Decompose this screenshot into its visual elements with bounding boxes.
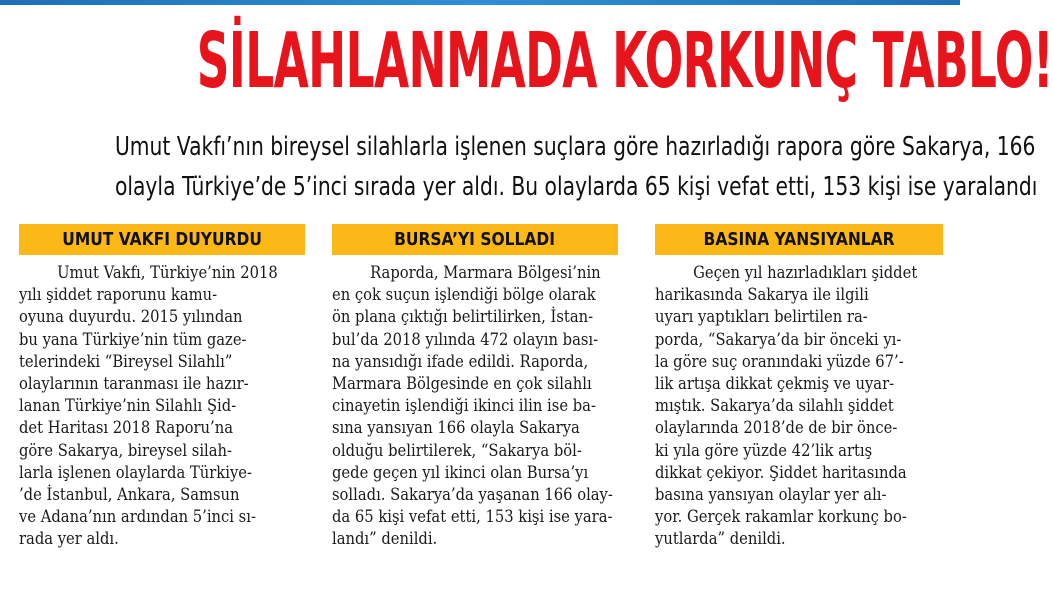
deck-line: Umut Vakfı’nın bireysel silahlarla işlenen suçlara göre hazırladığı rapora göre Sakarya, 166 <box>114 132 1036 162</box>
body-line: det Haritası 2018 Raporu’na <box>19 418 234 438</box>
body-line: ki yıla göre yüzde 42’lik artış <box>655 440 873 460</box>
top-accent-bar <box>0 0 960 5</box>
body-line: ve Adana’nın ardından 5’inci sı- <box>19 507 256 527</box>
body-line: da 65 kişi vefat etti, 153 kişi ise yara- <box>332 507 613 527</box>
body-line: lanan Türkiye’nin Silahlı Şid- <box>19 396 237 416</box>
body-line: mıştık. Sakarya’da silahlı şiddet <box>655 396 894 416</box>
body-line: ön plana çıktığı belirtilirken, İstan- <box>332 307 594 327</box>
body-line: ’de İstanbul, Ankara, Samsun <box>19 485 240 505</box>
body-line: oyuna duyurdu. 2015 yılından <box>19 307 243 327</box>
body-line: gede geçen yıl ikinci olan Bursa’yı <box>332 462 589 482</box>
column-body <box>19 262 305 551</box>
body-line: olaylarının taranması ile hazır- <box>19 374 249 394</box>
column-header: UMUT VAKFI DUYURDU <box>19 224 305 255</box>
body-line: dikkat çekiyor. Şiddet haritasında <box>655 462 907 482</box>
body-line: basına yansıyan olaylar yer alı- <box>655 485 887 505</box>
body-line: larla işlenen olaylarda Türkiye- <box>19 462 252 482</box>
body-line: uyarı yaptıkları belirtilen ra- <box>655 307 868 327</box>
body-line: lik artışa dikkat çekmiş ve uyar- <box>655 374 895 394</box>
body-line: landı” denildi. <box>332 529 438 549</box>
column-umut-vakfi <box>19 224 305 551</box>
body-line: en çok suçun işlendiği bölge olarak <box>332 285 596 305</box>
body-line: la göre suç oranındaki yüzde 67’- <box>655 351 904 371</box>
body-line: telerindeki “Bireysel Silahlı” <box>19 351 233 371</box>
column-body <box>655 262 943 551</box>
column-body <box>332 262 618 551</box>
body-line: rada yer aldı. <box>19 529 119 549</box>
body-line: solladı. Sakarya’da yaşanan 166 olay- <box>332 485 613 505</box>
body-line: olaylarında 2018’de de bir önce- <box>655 418 898 438</box>
body-line: olduğu belirtilerek, “Sakarya böl- <box>332 440 582 460</box>
column-header: BASINA YANSIYANLAR <box>655 224 943 255</box>
column-basina-yansiyanlar <box>655 224 943 551</box>
body-line: Marmara Bölgesinde en çok silahlı <box>332 374 592 394</box>
body-line: cinayetin işlendiği ikinci ilin ise ba- <box>332 396 596 416</box>
deck-line: olayla Türkiye’de 5’inci sırada yer aldı. Bu olaylarda 65 kişi vefat etti, 153 kişi ise yaralandı <box>114 172 1038 202</box>
deck <box>12 127 1038 207</box>
body-line: na yansıdığı ifade edildi. Raporda, <box>332 351 589 371</box>
body-line: bul’da 2018 yılında 472 olayın bası- <box>332 329 599 349</box>
body-line: bu yana Türkiye’nin tüm gaze- <box>19 329 247 349</box>
body-line: sına yansıyan 166 olayla Sakarya <box>332 418 580 438</box>
body-line: Geçen yıl hazırladıkları şiddet <box>693 263 918 282</box>
headline: SİLAHLANMADA KORKUNÇ TABLO! <box>196 17 1053 106</box>
column-bursa <box>332 224 618 551</box>
body-line: Raporda, Marmara Bölgesi’nin <box>370 263 601 282</box>
body-line: göre Sakarya, bireysel silah- <box>19 440 233 460</box>
body-line: Umut Vakfı, Türkiye’nin 2018 <box>57 263 278 282</box>
column-header: BURSA’YI SOLLADI <box>332 224 618 255</box>
body-line: yor. Gerçek rakamlar korkunç bo- <box>655 507 907 527</box>
body-line: yutlarda” denildi. <box>655 529 786 549</box>
body-line: harikasında Sakarya ile ilgili <box>655 285 869 305</box>
body-line: porda, “Sakarya’da bir önceki yı- <box>655 329 902 349</box>
body-line: yılı şiddet raporunu kamu- <box>19 285 218 305</box>
